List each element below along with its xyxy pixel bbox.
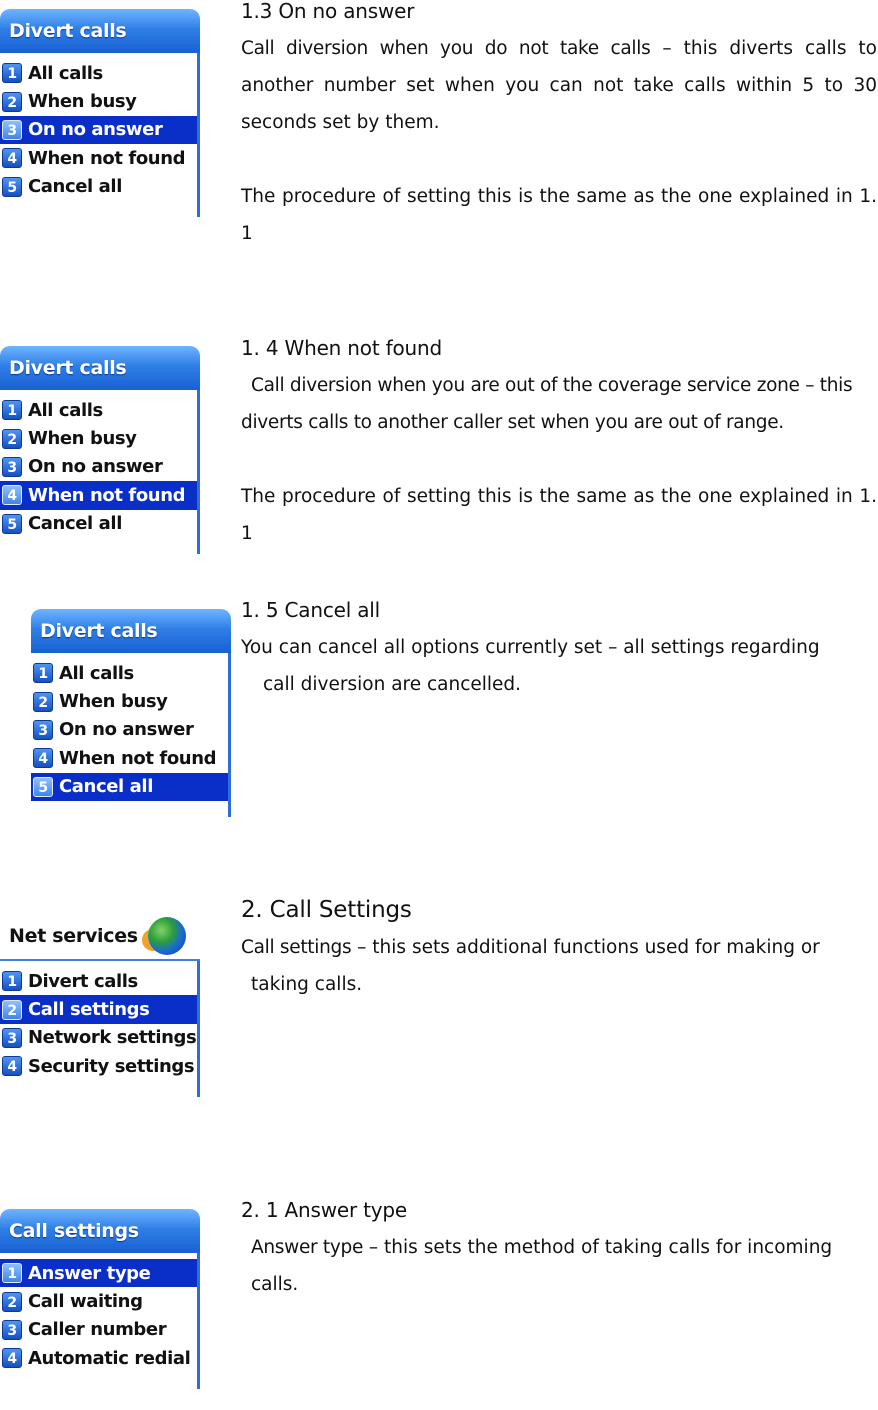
menu-title-text: Net services	[9, 925, 138, 947]
number-3-icon: 3	[33, 720, 53, 740]
number-2-icon: 2	[2, 429, 22, 449]
number-2-icon: 2	[33, 692, 53, 712]
description: – this diverts calls to another number set when you can not take calls within 5 to 30 seconds set by them.	[241, 38, 878, 133]
term: Answer type	[251, 1237, 364, 1258]
menu-item-label: Cancel all	[28, 176, 122, 198]
menu-title: Divert calls	[31, 609, 231, 653]
menu-title: Call settings	[0, 1209, 200, 1253]
menu-item[interactable]	[0, 453, 197, 481]
description: – this sets additional functions used for making or	[351, 937, 820, 958]
menu-item[interactable]	[31, 773, 228, 801]
menu-item-label: Cancel all	[28, 513, 122, 535]
menu-item[interactable]	[0, 1024, 197, 1052]
menu-item-label: On no answer	[59, 719, 194, 741]
menu-item[interactable]	[31, 659, 228, 687]
number-3-icon: 3	[2, 120, 22, 140]
menu-item[interactable]	[0, 1344, 197, 1372]
menu-item[interactable]	[0, 116, 197, 144]
menu-item-label: When busy	[28, 91, 137, 113]
menu-list	[0, 390, 200, 554]
number-1-icon: 1	[33, 663, 53, 683]
number-4-icon: 4	[33, 748, 53, 768]
number-1-icon: 1	[2, 400, 22, 420]
menu-item[interactable]	[0, 173, 197, 201]
menu-item[interactable]	[0, 481, 197, 509]
number-5-icon: 5	[2, 514, 22, 534]
number-4-icon: 4	[2, 1056, 22, 1076]
menu-item[interactable]	[0, 995, 197, 1023]
divert-calls-menu-on-no-answer	[0, 9, 200, 217]
menu-item[interactable]	[0, 144, 197, 172]
description: – this sets the method of taking calls for incoming	[363, 1237, 833, 1258]
section-line: You can cancel all options currently set – all settings regarding	[241, 637, 820, 658]
section-line: taking calls.	[251, 974, 363, 995]
section-heading: 1. 5 Cancel all	[241, 598, 381, 622]
menu-item[interactable]	[31, 687, 228, 715]
call-settings-menu	[0, 1209, 200, 1389]
menu-item-label: Network settings	[28, 1027, 197, 1049]
term: Call diversion when you are out of the coverage service zone	[251, 375, 800, 396]
section-body	[241, 1229, 877, 1266]
menu-item-label: On no answer	[28, 456, 163, 478]
menu-list	[0, 53, 200, 217]
menu-item-label: When not found	[59, 747, 217, 769]
number-5-icon: 5	[2, 177, 22, 197]
number-1-icon: 1	[2, 63, 22, 83]
menu-title: Divert calls	[0, 346, 200, 390]
number-4-icon: 4	[2, 148, 22, 168]
number-4-icon: 4	[2, 1348, 22, 1368]
menu-list	[31, 653, 231, 817]
menu-item[interactable]	[31, 744, 228, 772]
menu-item[interactable]	[0, 59, 197, 87]
section-body	[241, 367, 877, 441]
number-2-icon: 2	[2, 1292, 22, 1312]
section-heading: 2. 1 Answer type	[241, 1198, 408, 1222]
divert-calls-menu-when-not-found	[0, 346, 200, 554]
section-1-3	[241, 0, 877, 252]
menu-list	[0, 1253, 200, 1389]
menu-item-label: All calls	[28, 399, 103, 421]
net-services-menu	[0, 911, 200, 1097]
number-3-icon: 3	[2, 457, 22, 477]
number-4-icon: 4	[2, 485, 22, 505]
menu-item[interactable]	[0, 87, 197, 115]
menu-item[interactable]	[31, 716, 228, 744]
menu-item-label: Automatic redial	[28, 1347, 191, 1369]
globe-phone-icon	[148, 917, 186, 955]
menu-item-label: Answer type	[28, 1262, 151, 1284]
section-line: call diversion are cancelled.	[263, 674, 522, 695]
menu-item-label: When not found	[28, 147, 186, 169]
menu-item[interactable]	[0, 1316, 197, 1344]
menu-item-label: When busy	[59, 691, 168, 713]
menu-item-label: When busy	[28, 428, 137, 450]
section-body	[241, 929, 877, 966]
menu-item-label: Divert calls	[28, 970, 138, 992]
menu-list	[0, 961, 200, 1097]
number-3-icon: 3	[2, 1320, 22, 1340]
menu-title: Divert calls	[0, 9, 200, 53]
number-3-icon: 3	[2, 1028, 22, 1048]
term: Call settings	[241, 937, 352, 958]
section-heading: 2. Call Settings	[241, 897, 412, 923]
menu-item[interactable]	[0, 396, 197, 424]
menu-item[interactable]	[0, 510, 197, 538]
menu-item[interactable]	[0, 1259, 197, 1287]
menu-title	[0, 911, 200, 961]
section-2-1	[241, 1192, 877, 1303]
section-heading: 1. 4 When not found	[241, 336, 442, 360]
menu-item-label: Cancel all	[59, 776, 153, 798]
menu-item-label: On no answer	[28, 119, 163, 141]
procedure-note: The procedure of setting this is the same as the one explained in 1. 1	[241, 486, 877, 544]
number-2-icon: 2	[2, 92, 22, 112]
term: Call diversion when you do not take calls	[241, 38, 651, 59]
section-heading: 1.3 On no answer	[241, 0, 415, 23]
section-1-4	[241, 330, 877, 552]
number-1-icon: 1	[2, 1263, 22, 1283]
section-2	[241, 892, 877, 1003]
menu-item-label: Caller number	[28, 1319, 167, 1341]
number-2-icon: 2	[2, 1000, 22, 1020]
section-body	[241, 30, 877, 141]
section-line: calls.	[251, 1274, 299, 1295]
menu-item-label: All calls	[28, 62, 103, 84]
number-5-icon: 5	[33, 777, 53, 797]
menu-item-label: Security settings	[28, 1055, 195, 1077]
divert-calls-menu-cancel-all	[31, 609, 231, 817]
menu-item[interactable]	[0, 1287, 197, 1315]
menu-item-label: When not found	[28, 484, 186, 506]
menu-item[interactable]	[0, 1052, 197, 1080]
menu-item[interactable]	[0, 967, 197, 995]
section-1-5	[241, 592, 877, 703]
menu-item[interactable]	[0, 424, 197, 452]
menu-item-label: Call waiting	[28, 1291, 143, 1313]
menu-item-label: Call settings	[28, 999, 150, 1021]
description: – this diverts calls to another caller set when you are out of range.	[241, 375, 853, 433]
procedure-note: The procedure of setting this is the same as the one explained in 1. 1	[241, 186, 877, 244]
menu-item-label: All calls	[59, 662, 134, 684]
number-1-icon: 1	[2, 971, 22, 991]
